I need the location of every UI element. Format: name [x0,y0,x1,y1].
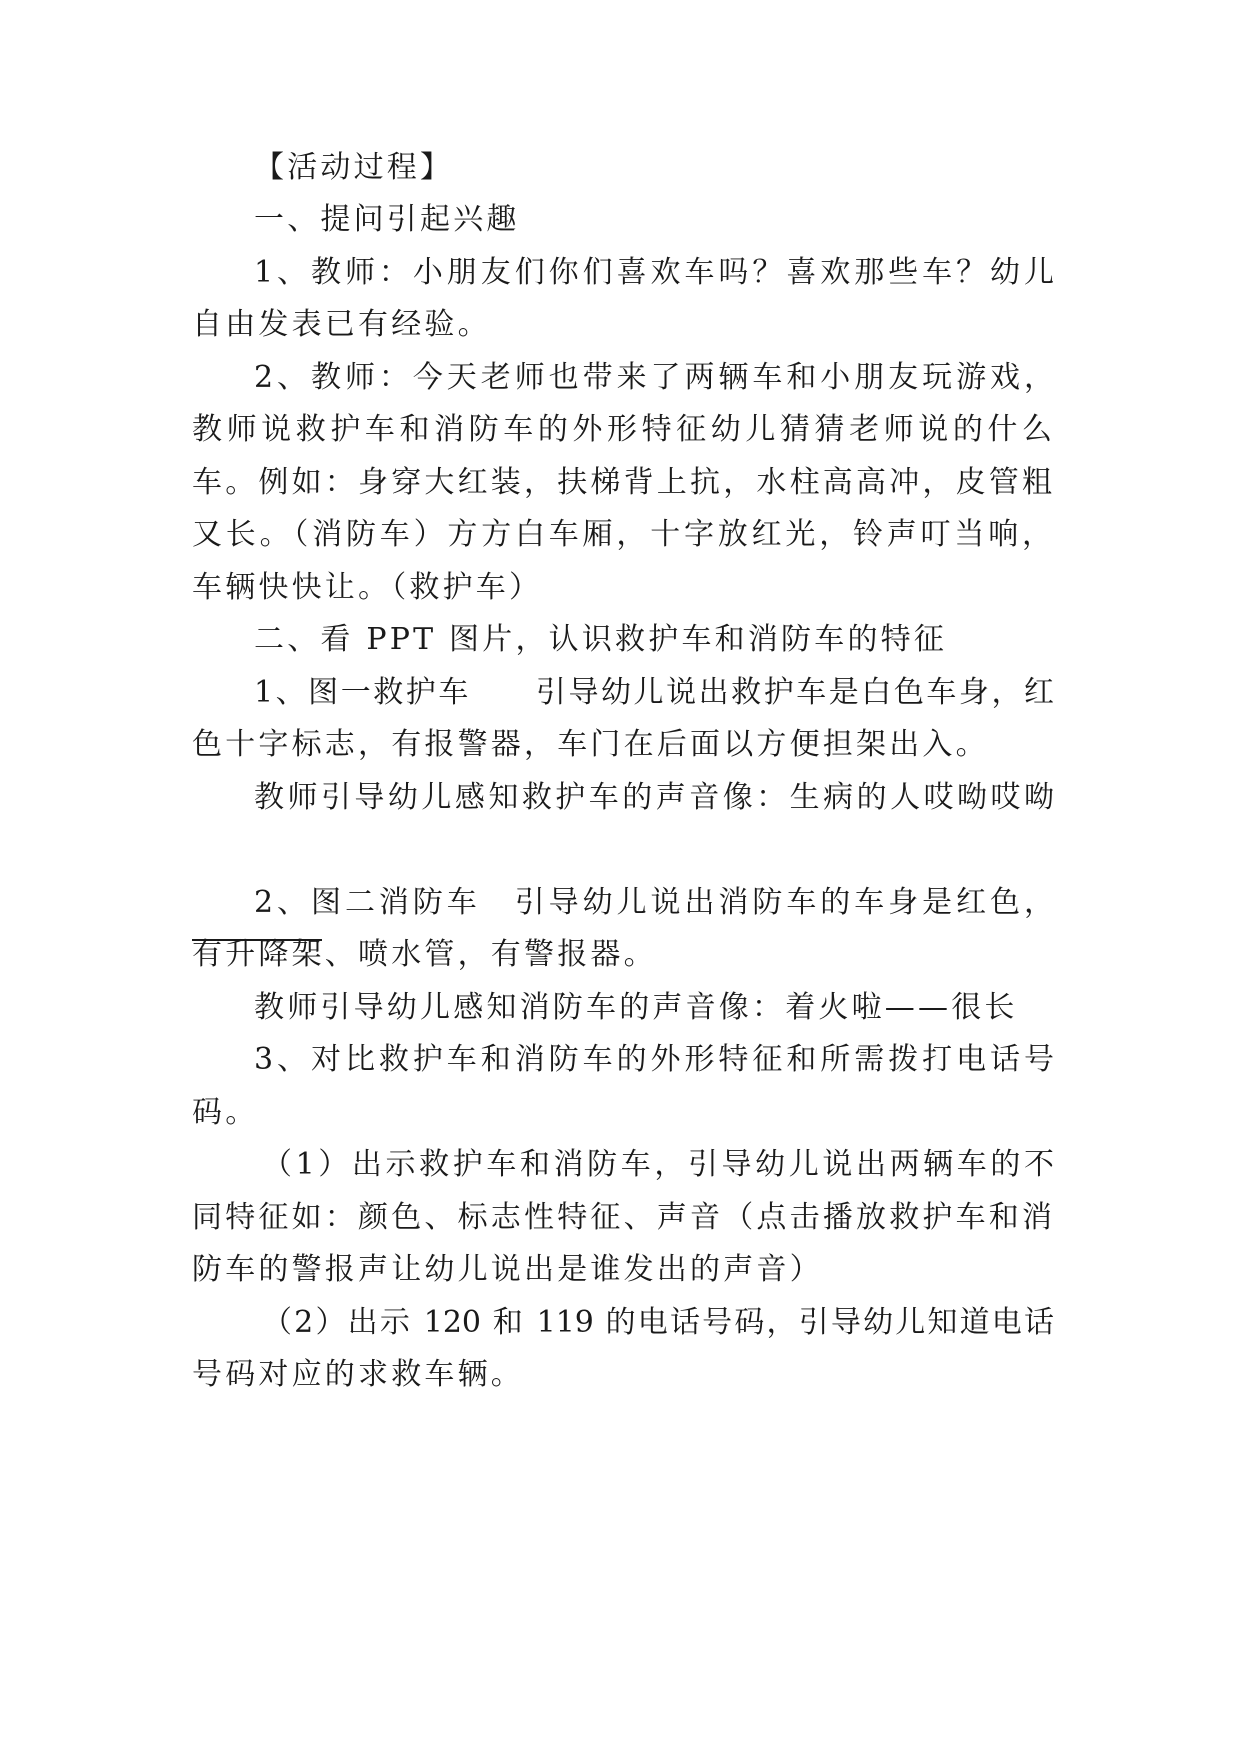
part2-heading: 二、看 PPT 图片，认识救护车和消防车的特征 [254,622,948,657]
paragraph-line: 防车的警报声让幼儿说出是谁发出的声音） [192,1252,823,1287]
paragraph-line: 色十字标志，有报警器，车门在后面以方便担架出入。 [192,727,989,762]
part1-heading: 一、提问引起兴趣 [254,202,520,237]
paragraph-line: 教师引导幼儿感知消防车的声音像：着火啦——很长 [254,990,1018,1025]
paragraph-line: 又长。（消防车）方方白车厢，十字放红光，铃声叮当响， [192,517,1052,552]
paragraph-line: 教师引导幼儿感知救护车的声音像：生病的人哎呦哎呦 [254,780,1054,815]
paragraph-line: 3、对比救护车和消防车的外形特征和所需拨打电话号 [254,1042,1054,1077]
paragraph-line: 2、图二消防车 引导幼儿说出消防车的车身是红色， [254,885,1054,920]
paragraph-line: 码。 [192,1095,259,1130]
paragraph-line: 有升降架、喷水管，有警报器。 [192,937,657,972]
paragraph-line: 1、图一救护车 引导幼儿说出救护车是白色车身，红 [254,675,1054,710]
paragraph-line: 1、教师：小朋友们你们喜欢车吗？喜欢那些车？幼儿 [254,255,1054,290]
paragraph-line: 自由发表已有经验。 [192,307,491,342]
paragraph-line: （2）出示 120 和 119 的电话号码，引导幼儿知道电话 [262,1305,1054,1340]
paragraph-line: 车辆快快让。（救护车） [192,570,543,605]
paragraph-line: 车。例如：身穿大红装，扶梯背上抗，水柱高高冲，皮管粗 [192,465,1052,500]
paragraph-line: 2、教师：今天老师也带来了两辆车和小朋友玩游戏， [254,360,1054,395]
paragraph-line: （1）出示救护车和消防车，引导幼儿说出两辆车的不 [262,1147,1054,1182]
paragraph-line: 同特征如：颜色、标志性特征、声音（点击播放救护车和消 [192,1200,1052,1235]
paragraph-line: 号码对应的求救车辆。 [192,1357,524,1392]
paragraph-line: 教师说救护车和消防车的外形特征幼儿猜猜老师说的什么 [192,412,1052,447]
section-title: 【活动过程】 [254,150,454,185]
